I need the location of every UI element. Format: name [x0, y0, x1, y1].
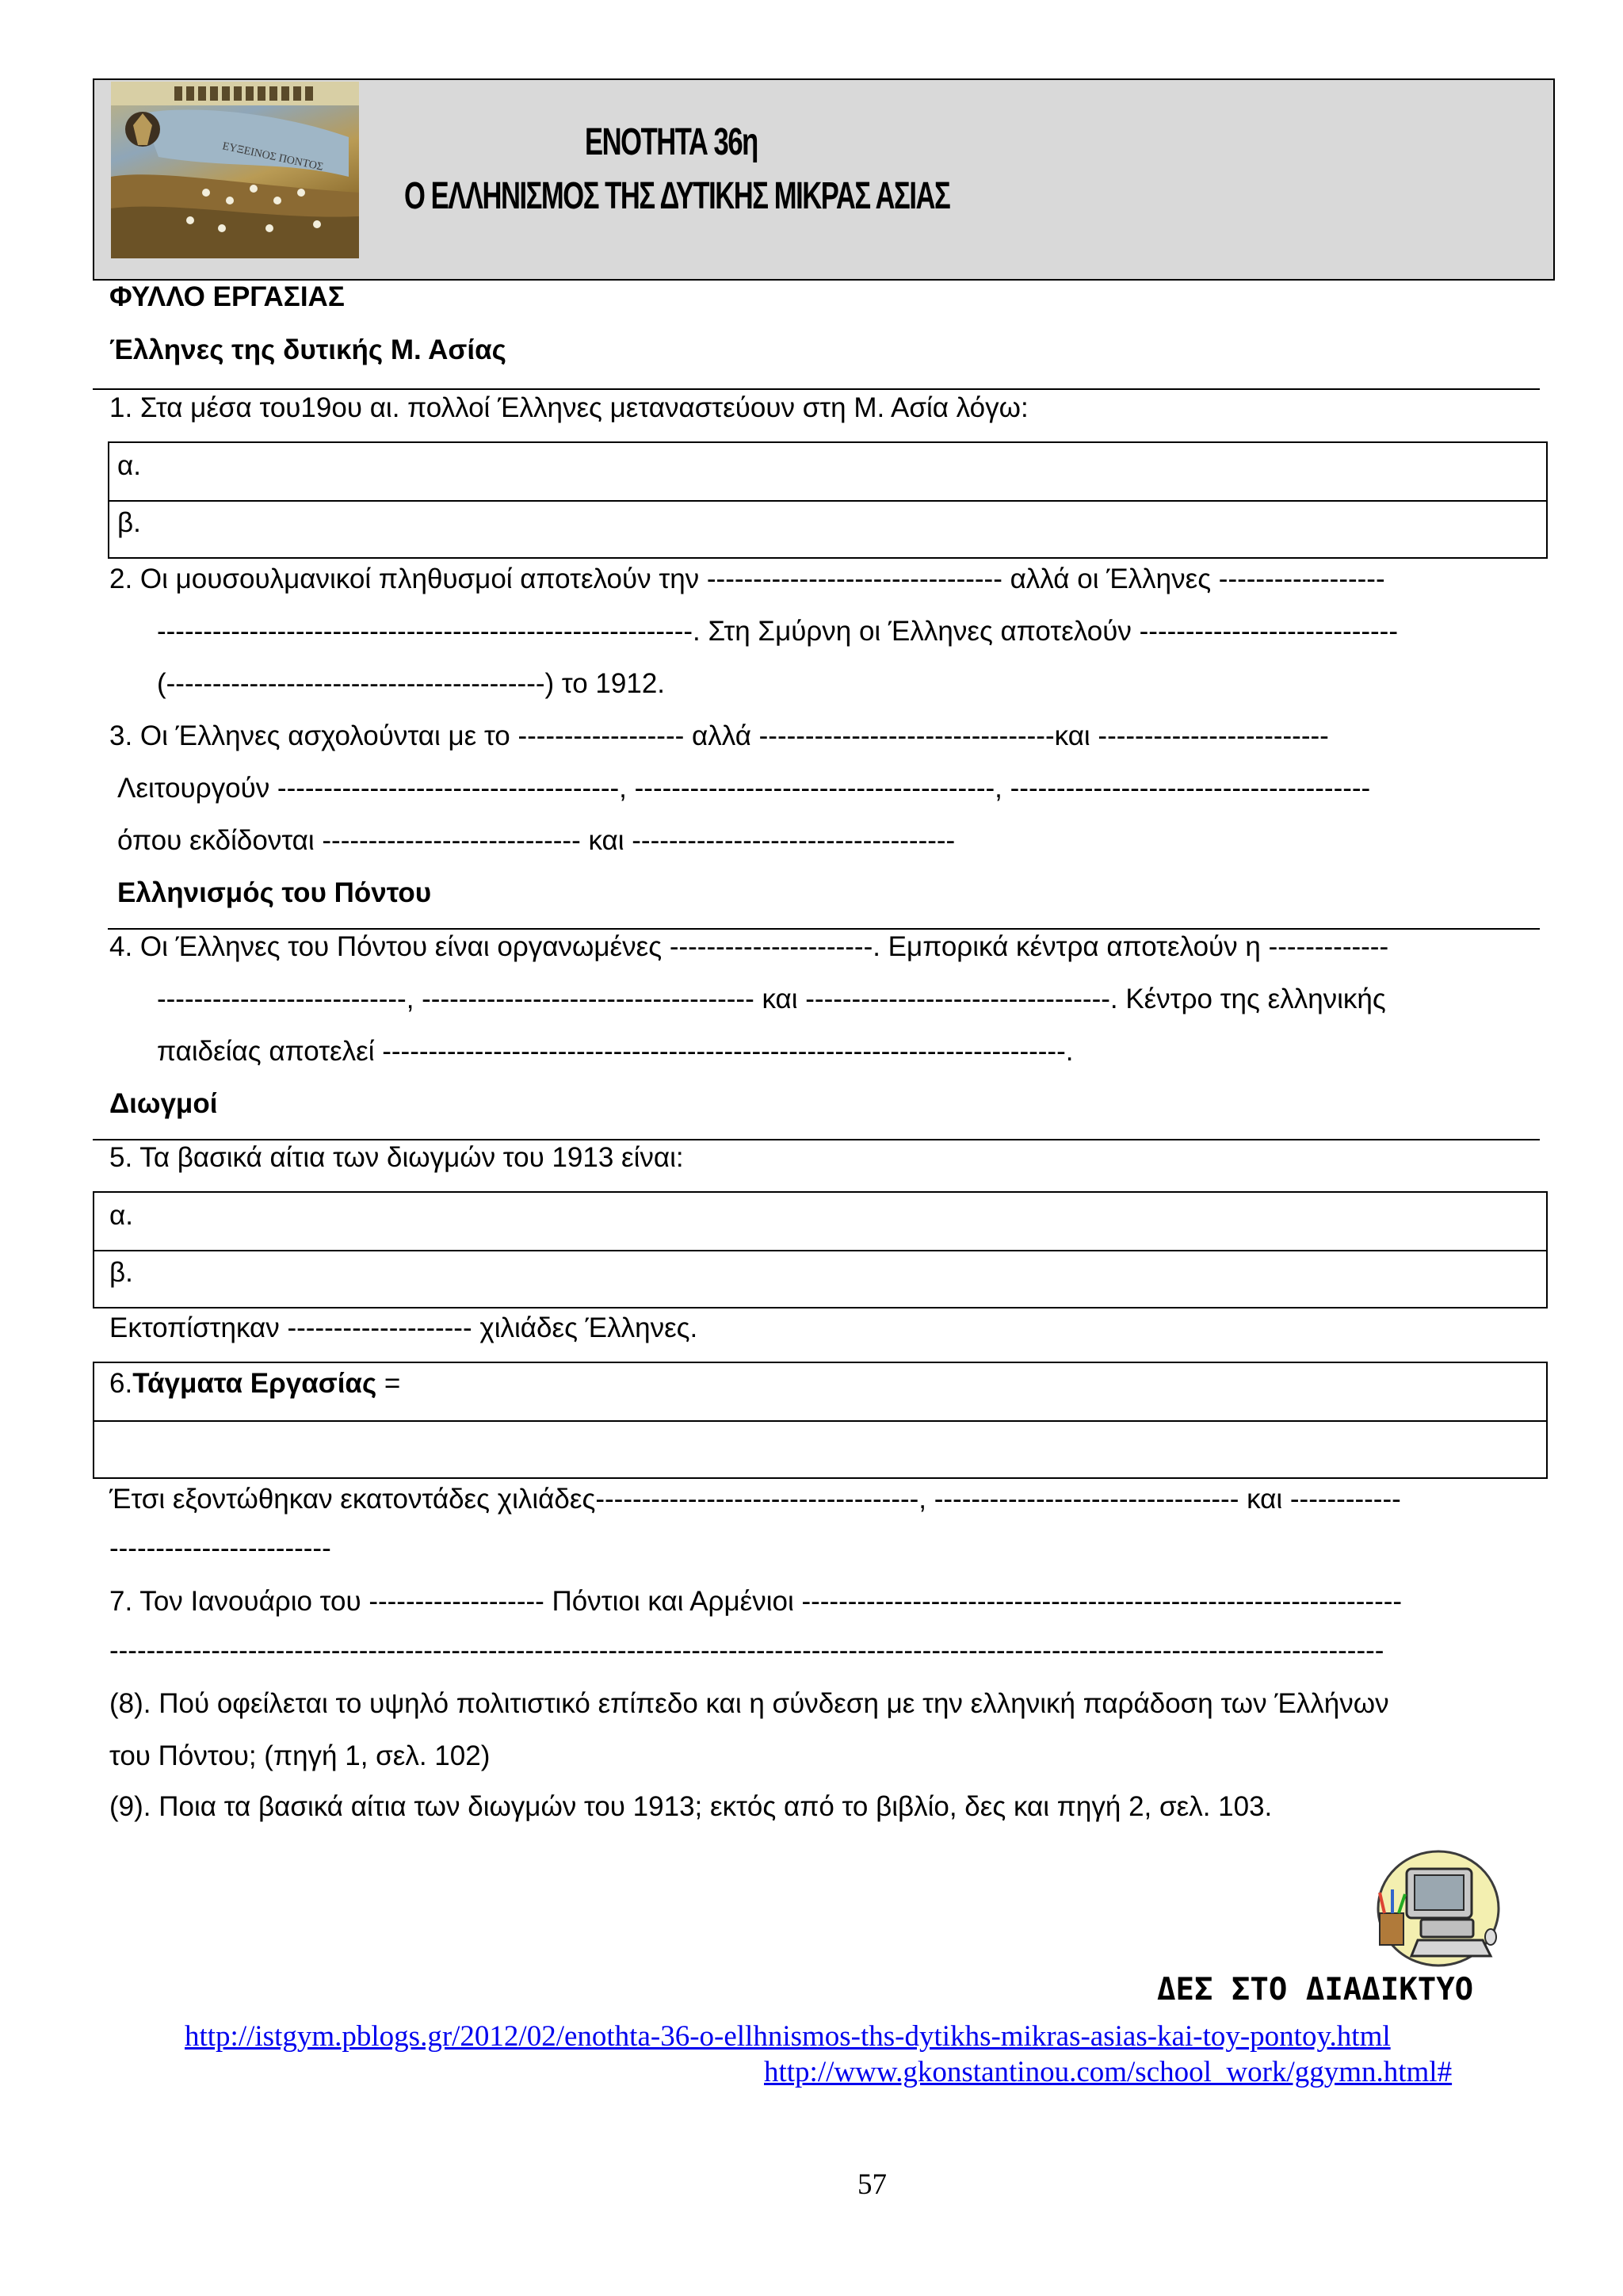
header-map-image	[111, 82, 359, 258]
internet-heading: ΔΕΣ ΣΤΟ ΔΙΑΔΙΚΤΥΟ	[1157, 1972, 1474, 2008]
question-7-line-2: ------------------------------------------------------------------------------------------------------------------------------------------	[109, 1635, 1384, 1666]
map-illustration-icon	[111, 82, 359, 258]
section-persecutions: Διωγμοί	[109, 1088, 218, 1119]
answer-box-q1[interactable]	[108, 441, 1548, 559]
answer-box-divider	[94, 1420, 1546, 1422]
question-2-line-3: (-----------------------------------------) το 1912.	[157, 668, 666, 699]
answer-box-divider	[94, 1250, 1546, 1251]
page-number: 57	[857, 2168, 887, 2201]
page-title: Ο ΕΛΛΗΝΙΣΜΟΣ ΤΗΣ ΔΥΤΙΚΗΣ ΜΙΚΡΑΣ ΑΣΙΑΣ	[404, 175, 950, 217]
q1-option-a: α.	[117, 450, 141, 481]
q1-option-b: β.	[117, 507, 141, 538]
section-pontus: Ελληνισμός του Πόντου	[117, 877, 432, 908]
q6-after-line-2: ------------------------	[109, 1533, 331, 1564]
question-5: 5. Τα βασικά αίτια των διωγμών του 1913 είναι:	[109, 1142, 684, 1173]
q6-equals: =	[376, 1368, 401, 1399]
question-1: 1. Στα μέσα του19ου αι. πολλοί Έλληνες μεταναστεύουν στη Μ. Ασία λόγω:	[109, 392, 1029, 423]
map-caption: ΕΥΞΕΙΝΟΣ ΠΟΝΤΟΣ	[221, 140, 325, 174]
divider	[108, 928, 1540, 930]
question-3-line-2: Λειτουργούν -------------------------------------, ---------------------------------------, ---------------------------------------	[117, 773, 1371, 804]
question-2-line-2: ----------------------------------------------------------. Στη Σμύρνη οι Έλληνες αποτελούν ----------------------------	[157, 616, 1398, 647]
unit-title: ΕΝΟΤΗΤΑ 36η	[585, 121, 758, 163]
question-9: (9). Ποια τα βασικά αίτια των διωγμών του 1913; εκτός από το βιβλίο, δες και πηγή 2, σελ. 103.	[109, 1791, 1273, 1822]
q6-number: 6.	[109, 1368, 133, 1399]
divider	[93, 1139, 1540, 1140]
answer-box-divider	[109, 500, 1546, 502]
answer-box-q5[interactable]	[93, 1191, 1548, 1308]
question-4-line-2: ---------------------------, ------------------------------------ και ---------------------------------. Κέντρο της ελληνικής	[157, 984, 1386, 1014]
question-4-line-3: παιδείας αποτελεί --------------------------------------------------------------------------.	[157, 1036, 1074, 1067]
question-7-line-1: 7. Τον Ιανουάριο του ------------------- Πόντιοι και Αρμένιοι -----------------------------------------------------------------	[109, 1586, 1403, 1617]
question-2-line-1: 2. Οι μουσουλμανικοί πληθυσμοί αποτελούν την -------------------------------- αλλά οι Έλληνες ------------------	[109, 563, 1385, 594]
worksheet-heading: ΦΥΛΛΟ ΕΡΓΑΣΙΑΣ	[109, 281, 345, 312]
q5-option-a: α.	[109, 1200, 133, 1231]
link-gkonstantinou[interactable]: http://www.gkonstantinou.com/school_work/ggymn.html#	[764, 2056, 1453, 2088]
divider	[93, 388, 1540, 390]
q6-after-line-1: Έτσι εξοντώθηκαν εκατοντάδες χιλιάδες-----------------------------------, --------------------------------- και ------------	[109, 1484, 1401, 1515]
question-4-line-1: 4. Οι Έλληνες του Πόντου είναι οργανωμένες ----------------------. Εμπορικά κέντρα αποτελούν η -------------	[109, 931, 1389, 962]
link-istgym[interactable]: http://istgym.pblogs.gr/2012/02/enothta-36-o-ellhnismos-ths-dytikhs-mikras-asias-kai-toy-pontoy.html	[185, 2020, 1391, 2053]
computer-icon	[1373, 1845, 1500, 1972]
q5-deported-line: Εκτοπίστηκαν -------------------- χιλιάδες Έλληνες.	[109, 1312, 698, 1343]
question-8-line-1: (8). Πού οφείλεται το υψηλό πολιτιστικό επίπεδο και η σύνδεση με την ελληνική παράδοση των Έλλήνων	[109, 1688, 1389, 1719]
question-3-line-1: 3. Οι Έλληνες ασχολούνται με το ------------------ αλλά --------------------------------και -------------------------	[109, 720, 1329, 751]
section-west-asia-minor: Έλληνες της δυτικής Μ. Ασίας	[109, 334, 506, 365]
q5-option-b: β.	[109, 1257, 133, 1288]
question-8-line-2: του Πόντου; (πηγή 1, σελ. 102)	[109, 1740, 491, 1771]
q6-term: Τάγματα Εργασίας	[132, 1368, 377, 1399]
question-6	[109, 1368, 400, 1400]
question-3-line-3: όπου εκδίδονται ---------------------------- και -----------------------------------	[117, 825, 956, 856]
